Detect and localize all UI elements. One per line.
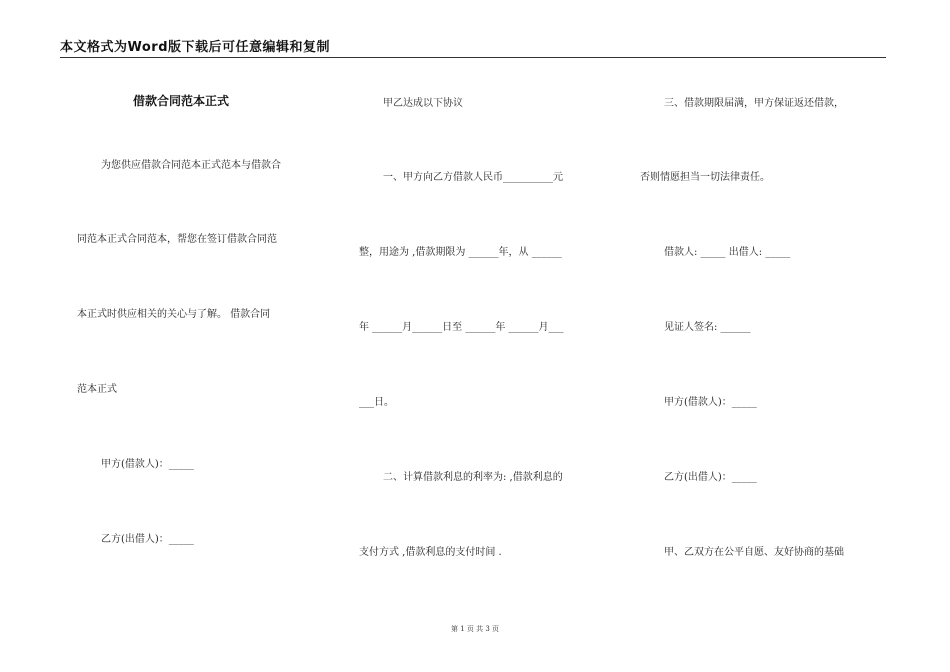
- paragraph-line: 范本正式: [77, 384, 117, 395]
- lender-line: 乙方(出借人)：_____: [101, 534, 194, 545]
- signature-line: 借款人: _____ 出借人: _____: [664, 247, 791, 258]
- borrower-line: 甲方(借款人)：_____: [101, 459, 194, 470]
- paragraph-line: 为您供应借款合同范本正式范本与借款合: [101, 160, 281, 171]
- paragraph-line: 整，用途为 ,借款期限为 ______年，从 ______: [359, 247, 562, 258]
- header-title: 本文格式为Word版下载后可任意编辑和复制: [60, 40, 331, 55]
- document-header: [60, 36, 886, 58]
- paragraph-line: 否则情愿担当一切法律责任。: [640, 172, 770, 183]
- paragraph-line: 本正式时供应相关的关心与了解。 借款合同: [77, 309, 271, 320]
- paragraph-line: 支付方式 ,借款利息的支付时间 .: [359, 547, 502, 558]
- page-number: 第 1 页 共 3 页: [450, 625, 500, 633]
- paragraph-line: ___日。: [359, 397, 394, 408]
- clause-one-line: 一、甲方向乙方借款人民币__________元: [383, 172, 563, 183]
- document-title: 借款合同范本正式: [133, 94, 230, 108]
- witness-line: 见证人签名: ______: [664, 322, 751, 333]
- clause-three-line: 三、借款期限届满，甲方保证返还借款，: [664, 98, 844, 109]
- lender-line: 乙方(出借人)：_____: [664, 472, 757, 483]
- borrower-line: 甲方(借款人)：_____: [664, 397, 757, 408]
- clause-two-line: 二、计算借款利息的利率为: ,借款利息的: [383, 472, 563, 483]
- paragraph-line: 甲、乙双方在公平自愿、友好协商的基础: [664, 547, 844, 558]
- paragraph-line: 年 ______月______日至 ______年 ______月___: [359, 322, 564, 333]
- paragraph-line: 甲乙达成以下协议: [383, 98, 463, 109]
- paragraph-line: 同范本正式合同范本，帮您在签订借款合同范: [77, 234, 277, 245]
